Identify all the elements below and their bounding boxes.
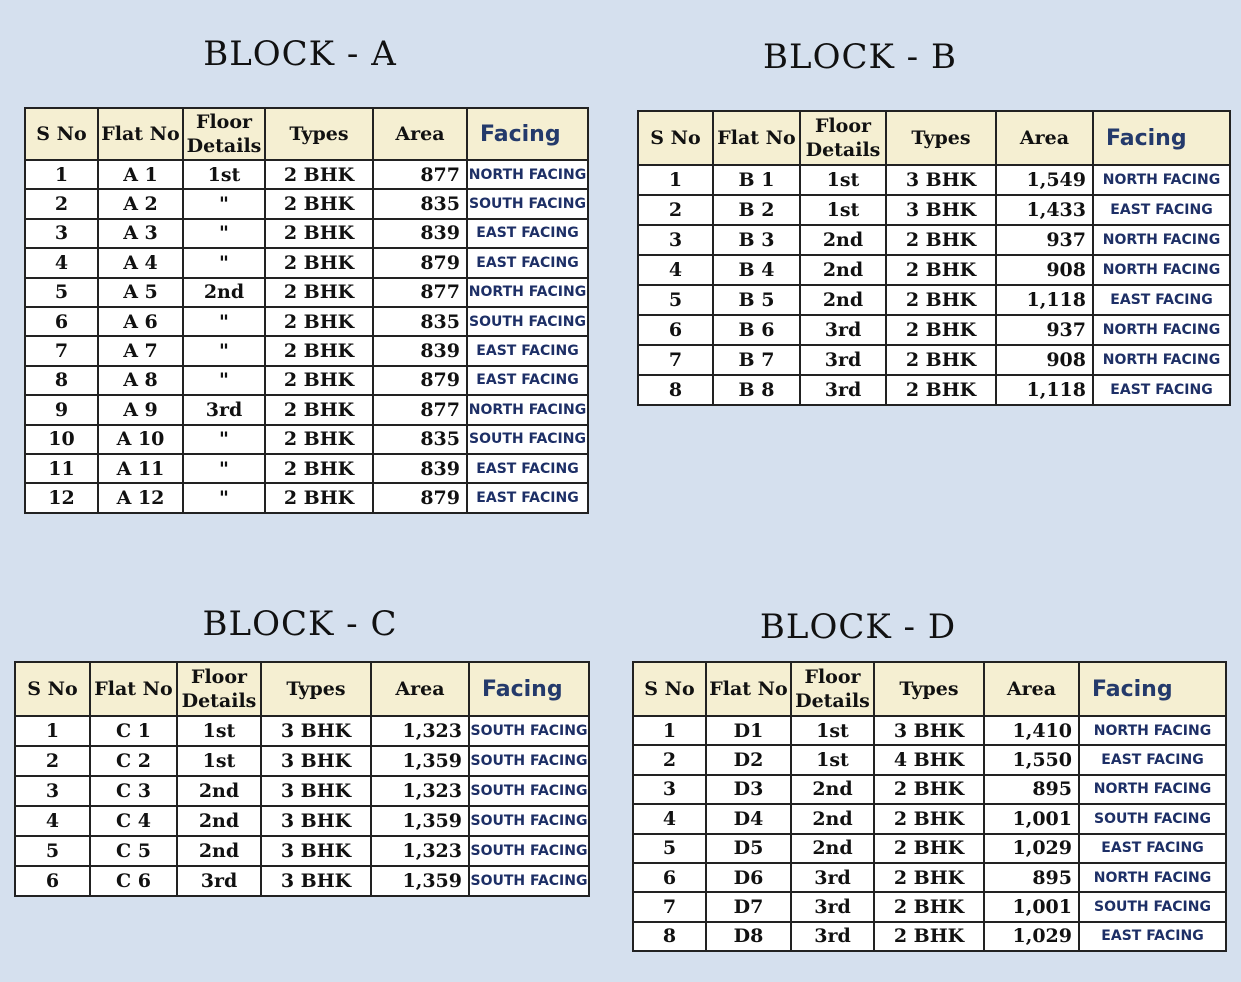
cell-facing: EAST FACING [1093,285,1230,315]
cell-type: 2 BHK [265,366,373,395]
cell-facing: EAST FACING [467,454,588,483]
cell-sno: 6 [15,866,90,896]
table-row [638,225,1230,255]
cell-flat-no: A 6 [98,307,183,336]
cell-sno: 4 [633,804,706,833]
cell-area: 839 [373,454,467,483]
cell-floor: 3rd [791,892,874,921]
cell-sno: 4 [15,806,90,836]
cell-area: 879 [373,483,467,512]
table-row [25,395,588,424]
cell-type: 2 BHK [874,804,984,833]
column-header-facing: Facing [1093,111,1230,165]
cell-floor: 2nd [177,806,261,836]
cell-floor: 2nd [800,255,886,285]
cell-flat-no: D3 [706,775,791,804]
cell-flat-no: A 5 [98,278,183,307]
cell-flat-no: C 2 [90,746,177,776]
cell-sno: 8 [633,922,706,951]
cell-facing: EAST FACING [1093,375,1230,405]
cell-sno: 6 [638,315,713,345]
column-header-type: Types [886,111,996,165]
table-row [15,836,589,866]
table-row [638,195,1230,225]
column-header-sno: S No [633,662,706,716]
cell-area: 1,359 [371,806,469,836]
cell-sno: 7 [638,345,713,375]
column-header-flat-no: Flat No [98,108,183,160]
cell-area: 1,029 [984,834,1079,863]
cell-type: 2 BHK [265,160,373,189]
cell-type: 3 BHK [261,806,371,836]
cell-facing: NORTH FACING [1093,165,1230,195]
cell-flat-no: A 2 [98,189,183,218]
column-header-area: Area [996,111,1093,165]
table-row [633,716,1226,745]
table-row [25,425,588,454]
column-header-flat-no: Flat No [90,662,177,716]
cell-area: 839 [373,219,467,248]
cell-flat-no: A 3 [98,219,183,248]
table-row [15,866,589,896]
column-header-facing: Facing [1079,662,1226,716]
cell-flat-no: D5 [706,834,791,863]
cell-type: 2 BHK [874,892,984,921]
cell-facing: SOUTH FACING [467,307,588,336]
cell-sno: 7 [25,336,98,365]
table-row [638,285,1230,315]
table-row [15,746,589,776]
cell-type: 3 BHK [261,716,371,746]
cell-area: 1,359 [371,746,469,776]
cell-facing: SOUTH FACING [469,716,589,746]
table-row [15,776,589,806]
cell-area: 908 [996,255,1093,285]
cell-flat-no: B 1 [713,165,800,195]
cell-floor: 1st [800,165,886,195]
cell-flat-no: B 3 [713,225,800,255]
cell-type: 3 BHK [261,776,371,806]
cell-sno: 6 [633,863,706,892]
cell-area: 879 [373,248,467,277]
cell-facing: NORTH FACING [1079,775,1226,804]
cell-area: 1,029 [984,922,1079,951]
cell-type: 3 BHK [886,165,996,195]
cell-floor: " [183,189,265,218]
cell-sno: 2 [633,745,706,774]
cell-flat-no: B 6 [713,315,800,345]
cell-type: 2 BHK [886,285,996,315]
table-row [25,278,588,307]
cell-facing: SOUTH FACING [467,189,588,218]
cell-flat-no: A 11 [98,454,183,483]
cell-area: 1,549 [996,165,1093,195]
cell-type: 2 BHK [874,834,984,863]
cell-facing: NORTH FACING [467,160,588,189]
cell-flat-no: D8 [706,922,791,951]
table-row [25,336,588,365]
table-row [25,454,588,483]
table-row [25,189,588,218]
cell-sno: 2 [15,746,90,776]
table-row [25,219,588,248]
cell-facing: EAST FACING [467,336,588,365]
cell-type: 2 BHK [874,863,984,892]
cell-facing: SOUTH FACING [1079,892,1226,921]
cell-facing: SOUTH FACING [469,866,589,896]
cell-area: 877 [373,278,467,307]
column-header-flat-no: Flat No [706,662,791,716]
cell-flat-no: B 2 [713,195,800,225]
cell-flat-no: D7 [706,892,791,921]
cell-sno: 2 [25,189,98,218]
cell-facing: NORTH FACING [467,395,588,424]
cell-type: 2 BHK [886,375,996,405]
block-d-table [632,661,1227,952]
cell-floor: 1st [177,746,261,776]
cell-type: 3 BHK [874,716,984,745]
table-row [633,892,1226,921]
cell-sno: 5 [25,278,98,307]
cell-type: 2 BHK [874,775,984,804]
cell-sno: 1 [633,716,706,745]
header-row [633,662,1226,716]
cell-floor: " [183,483,265,512]
cell-facing: NORTH FACING [1079,863,1226,892]
table-row [638,375,1230,405]
table-row [15,716,589,746]
cell-type: 2 BHK [886,315,996,345]
column-header-type: Types [261,662,371,716]
table-row [25,366,588,395]
table-row [25,307,588,336]
column-header-type: Types [265,108,373,160]
header-row [25,108,588,160]
block-a-table [24,107,589,514]
cell-floor: 3rd [800,315,886,345]
column-header-sno: S No [638,111,713,165]
cell-facing: EAST FACING [1079,834,1226,863]
column-header-sno: S No [25,108,98,160]
cell-floor: " [183,366,265,395]
cell-flat-no: A 10 [98,425,183,454]
table-row [633,804,1226,833]
cell-floor: 2nd [791,834,874,863]
column-header-floor: Floor Details [800,111,886,165]
cell-area: 1,323 [371,776,469,806]
column-header-sno: S No [15,662,90,716]
cell-sno: 11 [25,454,98,483]
cell-floor: 2nd [800,285,886,315]
cell-flat-no: A 8 [98,366,183,395]
cell-sno: 1 [25,160,98,189]
cell-flat-no: D1 [706,716,791,745]
cell-sno: 4 [638,255,713,285]
cell-area: 1,118 [996,375,1093,405]
table-row [25,160,588,189]
cell-type: 2 BHK [265,307,373,336]
cell-floor: " [183,307,265,336]
cell-floor: " [183,454,265,483]
cell-area: 877 [373,160,467,189]
cell-type: 2 BHK [265,248,373,277]
cell-type: 2 BHK [265,454,373,483]
cell-facing: NORTH FACING [1093,255,1230,285]
cell-sno: 1 [15,716,90,746]
cell-area: 1,323 [371,836,469,866]
cell-area: 835 [373,425,467,454]
column-header-floor: Floor Details [177,662,261,716]
cell-type: 2 BHK [265,219,373,248]
block-d-title: BLOCK - D [759,607,957,647]
cell-floor: " [183,248,265,277]
cell-type: 2 BHK [265,278,373,307]
cell-type: 3 BHK [261,866,371,896]
column-header-area: Area [984,662,1079,716]
cell-facing: SOUTH FACING [469,746,589,776]
cell-facing: EAST FACING [1079,745,1226,774]
cell-floor: " [183,425,265,454]
block-c-table [14,661,590,897]
cell-floor: 1st [800,195,886,225]
block-b-title: BLOCK - B [763,37,957,77]
table-row [633,922,1226,951]
cell-flat-no: C 6 [90,866,177,896]
table-row [633,863,1226,892]
cell-floor: 1st [177,716,261,746]
table-row [633,834,1226,863]
cell-flat-no: A 9 [98,395,183,424]
cell-type: 2 BHK [265,425,373,454]
cell-sno: 12 [25,483,98,512]
cell-facing: NORTH FACING [467,278,588,307]
table-row [638,165,1230,195]
cell-floor: " [183,336,265,365]
cell-type: 2 BHK [265,395,373,424]
cell-flat-no: B 8 [713,375,800,405]
column-header-type: Types [874,662,984,716]
cell-floor: 1st [791,745,874,774]
cell-floor: 2nd [791,804,874,833]
cell-floor: 1st [791,716,874,745]
cell-sno: 3 [25,219,98,248]
cell-area: 1,433 [996,195,1093,225]
cell-floor: 3rd [177,866,261,896]
cell-sno: 5 [633,834,706,863]
cell-floor: 3rd [183,395,265,424]
cell-flat-no: A 4 [98,248,183,277]
cell-sno: 9 [25,395,98,424]
cell-area: 839 [373,336,467,365]
cell-area: 1,118 [996,285,1093,315]
cell-flat-no: C 5 [90,836,177,866]
cell-type: 4 BHK [874,745,984,774]
cell-type: 2 BHK [886,225,996,255]
cell-facing: NORTH FACING [1079,716,1226,745]
table-row [638,255,1230,285]
cell-floor: 3rd [800,345,886,375]
cell-area: 1,410 [984,716,1079,745]
table-row [638,345,1230,375]
cell-sno: 1 [638,165,713,195]
cell-type: 3 BHK [261,836,371,866]
cell-facing: EAST FACING [467,366,588,395]
table-row [25,483,588,512]
cell-flat-no: A 7 [98,336,183,365]
cell-facing: EAST FACING [467,248,588,277]
cell-area: 835 [373,189,467,218]
cell-sno: 5 [15,836,90,866]
column-header-facing: Facing [469,662,589,716]
cell-sno: 3 [638,225,713,255]
cell-flat-no: D2 [706,745,791,774]
table-row [638,315,1230,345]
cell-sno: 3 [633,775,706,804]
cell-type: 2 BHK [265,483,373,512]
cell-floor: " [183,219,265,248]
cell-facing: EAST FACING [467,483,588,512]
cell-facing: SOUTH FACING [469,776,589,806]
cell-area: 895 [984,775,1079,804]
cell-facing: SOUTH FACING [1079,804,1226,833]
cell-floor: 2nd [177,836,261,866]
cell-floor: 3rd [791,922,874,951]
cell-facing: SOUTH FACING [469,806,589,836]
cell-type: 3 BHK [886,195,996,225]
cell-facing: EAST FACING [1079,922,1226,951]
cell-area: 879 [373,366,467,395]
column-header-area: Area [371,662,469,716]
cell-type: 2 BHK [874,922,984,951]
cell-facing: SOUTH FACING [467,425,588,454]
cell-floor: 2nd [183,278,265,307]
cell-area: 908 [996,345,1093,375]
cell-area: 1,001 [984,804,1079,833]
table-row [25,248,588,277]
column-header-area: Area [373,108,467,160]
cell-sno: 8 [25,366,98,395]
cell-flat-no: D4 [706,804,791,833]
table-row [633,775,1226,804]
cell-flat-no: C 1 [90,716,177,746]
cell-area: 937 [996,315,1093,345]
cell-flat-no: C 3 [90,776,177,806]
table-row [15,806,589,836]
cell-sno: 4 [25,248,98,277]
cell-facing: NORTH FACING [1093,315,1230,345]
cell-floor: 2nd [177,776,261,806]
cell-floor: 3rd [791,863,874,892]
cell-sno: 10 [25,425,98,454]
cell-area: 877 [373,395,467,424]
cell-sno: 8 [638,375,713,405]
cell-flat-no: D6 [706,863,791,892]
cell-area: 895 [984,863,1079,892]
cell-flat-no: B 7 [713,345,800,375]
cell-sno: 7 [633,892,706,921]
cell-area: 1,323 [371,716,469,746]
column-header-floor: Floor Details [183,108,265,160]
cell-facing: EAST FACING [1093,195,1230,225]
cell-area: 1,359 [371,866,469,896]
cell-area: 1,001 [984,892,1079,921]
header-row [15,662,589,716]
block-c-title: BLOCK - C [202,604,398,644]
cell-area: 835 [373,307,467,336]
cell-type: 2 BHK [265,336,373,365]
block-b-table [637,110,1231,406]
cell-sno: 6 [25,307,98,336]
cell-facing: SOUTH FACING [469,836,589,866]
cell-sno: 5 [638,285,713,315]
block-a-title: BLOCK - A [203,34,397,74]
table-row [633,745,1226,774]
cell-area: 937 [996,225,1093,255]
column-header-flat-no: Flat No [713,111,800,165]
cell-type: 3 BHK [261,746,371,776]
cell-facing: EAST FACING [467,219,588,248]
cell-flat-no: B 4 [713,255,800,285]
cell-floor: 2nd [791,775,874,804]
cell-facing: NORTH FACING [1093,345,1230,375]
cell-floor: 2nd [800,225,886,255]
cell-type: 2 BHK [886,255,996,285]
cell-type: 2 BHK [886,345,996,375]
header-row [638,111,1230,165]
cell-flat-no: C 4 [90,806,177,836]
cell-flat-no: A 1 [98,160,183,189]
cell-sno: 2 [638,195,713,225]
column-header-facing: Facing [467,108,588,160]
cell-flat-no: B 5 [713,285,800,315]
cell-area: 1,550 [984,745,1079,774]
cell-floor: 3rd [800,375,886,405]
cell-floor: 1st [183,160,265,189]
cell-sno: 3 [15,776,90,806]
cell-facing: NORTH FACING [1093,225,1230,255]
column-header-floor: Floor Details [791,662,874,716]
cell-flat-no: A 12 [98,483,183,512]
cell-type: 2 BHK [265,189,373,218]
